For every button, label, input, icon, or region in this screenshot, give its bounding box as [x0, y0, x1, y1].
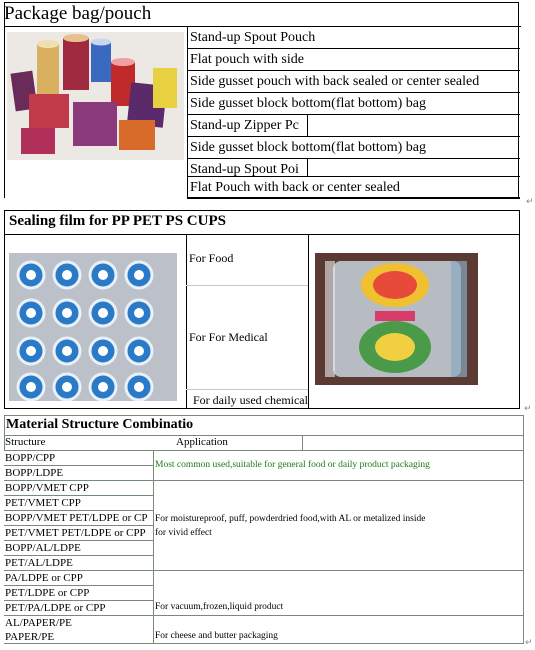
structure-cell: PET/VMET PET/LDPE or CPP	[4, 526, 153, 541]
s3-border-top	[4, 415, 524, 416]
s2-row-div2	[186, 389, 308, 390]
structure-cell: BOPP/VMET PET/LDPE or CP	[4, 511, 153, 526]
application-general: Most common used,suitable for general food or daily product packaging	[155, 460, 430, 470]
application-vacuum: For vacuum,frozen,liquid product	[155, 602, 284, 612]
s2-border-bottom	[4, 408, 520, 409]
app-group-divider	[153, 570, 523, 571]
structure-cell: BOPP/LDPE	[4, 466, 153, 481]
structure-cell: PET/PA/LDPE or CPP	[4, 601, 153, 616]
s2-border-title	[4, 234, 520, 235]
s1-border-left	[4, 2, 5, 198]
column-header-structure: Structure	[5, 436, 46, 448]
s1-right-short2	[307, 158, 308, 176]
column-header-application: Application	[176, 436, 228, 448]
s2-col1	[186, 234, 187, 409]
s2-border-left	[4, 210, 5, 409]
structure-cell: PET/AL/LDPE	[4, 556, 153, 571]
s3-header-col2	[302, 435, 303, 450]
pouch-type-row: Stand-up Spout Pouch	[187, 26, 520, 48]
s3-border-title	[4, 435, 524, 436]
pouch-product-photo	[7, 32, 184, 160]
app-group-divider	[153, 615, 523, 616]
section-title-package-bag: Package bag/pouch	[4, 3, 152, 24]
section-title-sealing-film: Sealing film for PP PET PS CUPS	[9, 213, 226, 229]
structure-cell: BOPP/AL/LDPE	[4, 541, 153, 556]
sealing-use-medical: For For Medical	[189, 330, 268, 344]
paragraph-mark-icon: ↵	[525, 638, 533, 648]
pouch-type-row: Flat pouch with side	[187, 48, 520, 70]
application-cheese: For cheese and butter packaging	[155, 631, 278, 641]
s1-border-bottom	[187, 198, 520, 199]
structure-cell: BOPP/CPP	[4, 451, 153, 466]
pouch-type-row: Side gusset pouch with back sealed or center sealed	[187, 70, 520, 92]
sealing-use-chemical: For daily used chemical	[193, 393, 308, 407]
sealing-film-roll-photo	[315, 253, 478, 385]
structure-cell: PET/LDPE or CPP	[4, 586, 153, 601]
app-col-divider	[153, 450, 154, 643]
paragraph-mark-icon: ↵	[526, 197, 534, 207]
pouch-type-row: Stand-up Zipper Pc	[187, 114, 520, 136]
structure-cell: PA/LDPE or CPP	[4, 571, 153, 586]
pouch-type-row: Side gusset block bottom(flat bottom) bag	[187, 92, 520, 114]
s2-border-right	[519, 210, 520, 409]
s2-border-top	[4, 210, 520, 211]
structure-cell: PAPER/PE	[4, 630, 153, 643]
pouch-type-row: Side gusset block bottom(flat bottom) bag	[187, 136, 520, 158]
application-moisture-line1: For moistureproof, puff, powderdried food,with AL or metalized inside	[155, 514, 426, 524]
sealing-use-food: For Food	[189, 251, 234, 265]
paragraph-mark-icon: ↵	[524, 404, 532, 414]
s1-right-short	[307, 114, 308, 136]
structure-cell: BOPP/VMET CPP	[4, 481, 153, 496]
structure-cell: AL/PAPER/PE	[4, 616, 153, 631]
structure-cell: PET/VMET CPP	[4, 496, 153, 511]
s3-border-bottom	[4, 643, 524, 644]
sealing-film-sheet-photo	[9, 253, 177, 401]
app-group-divider	[153, 480, 523, 481]
pouch-type-row: Stand-up Spout Poi	[187, 158, 520, 180]
application-moisture-line2: for vivid effect	[155, 528, 212, 538]
s2-row-div1	[186, 285, 308, 286]
s2-col2	[308, 234, 309, 409]
section-title-material-structure: Material Structure Combinatio	[6, 417, 194, 432]
pouch-type-row: Flat Pouch with back or center sealed	[187, 176, 520, 198]
